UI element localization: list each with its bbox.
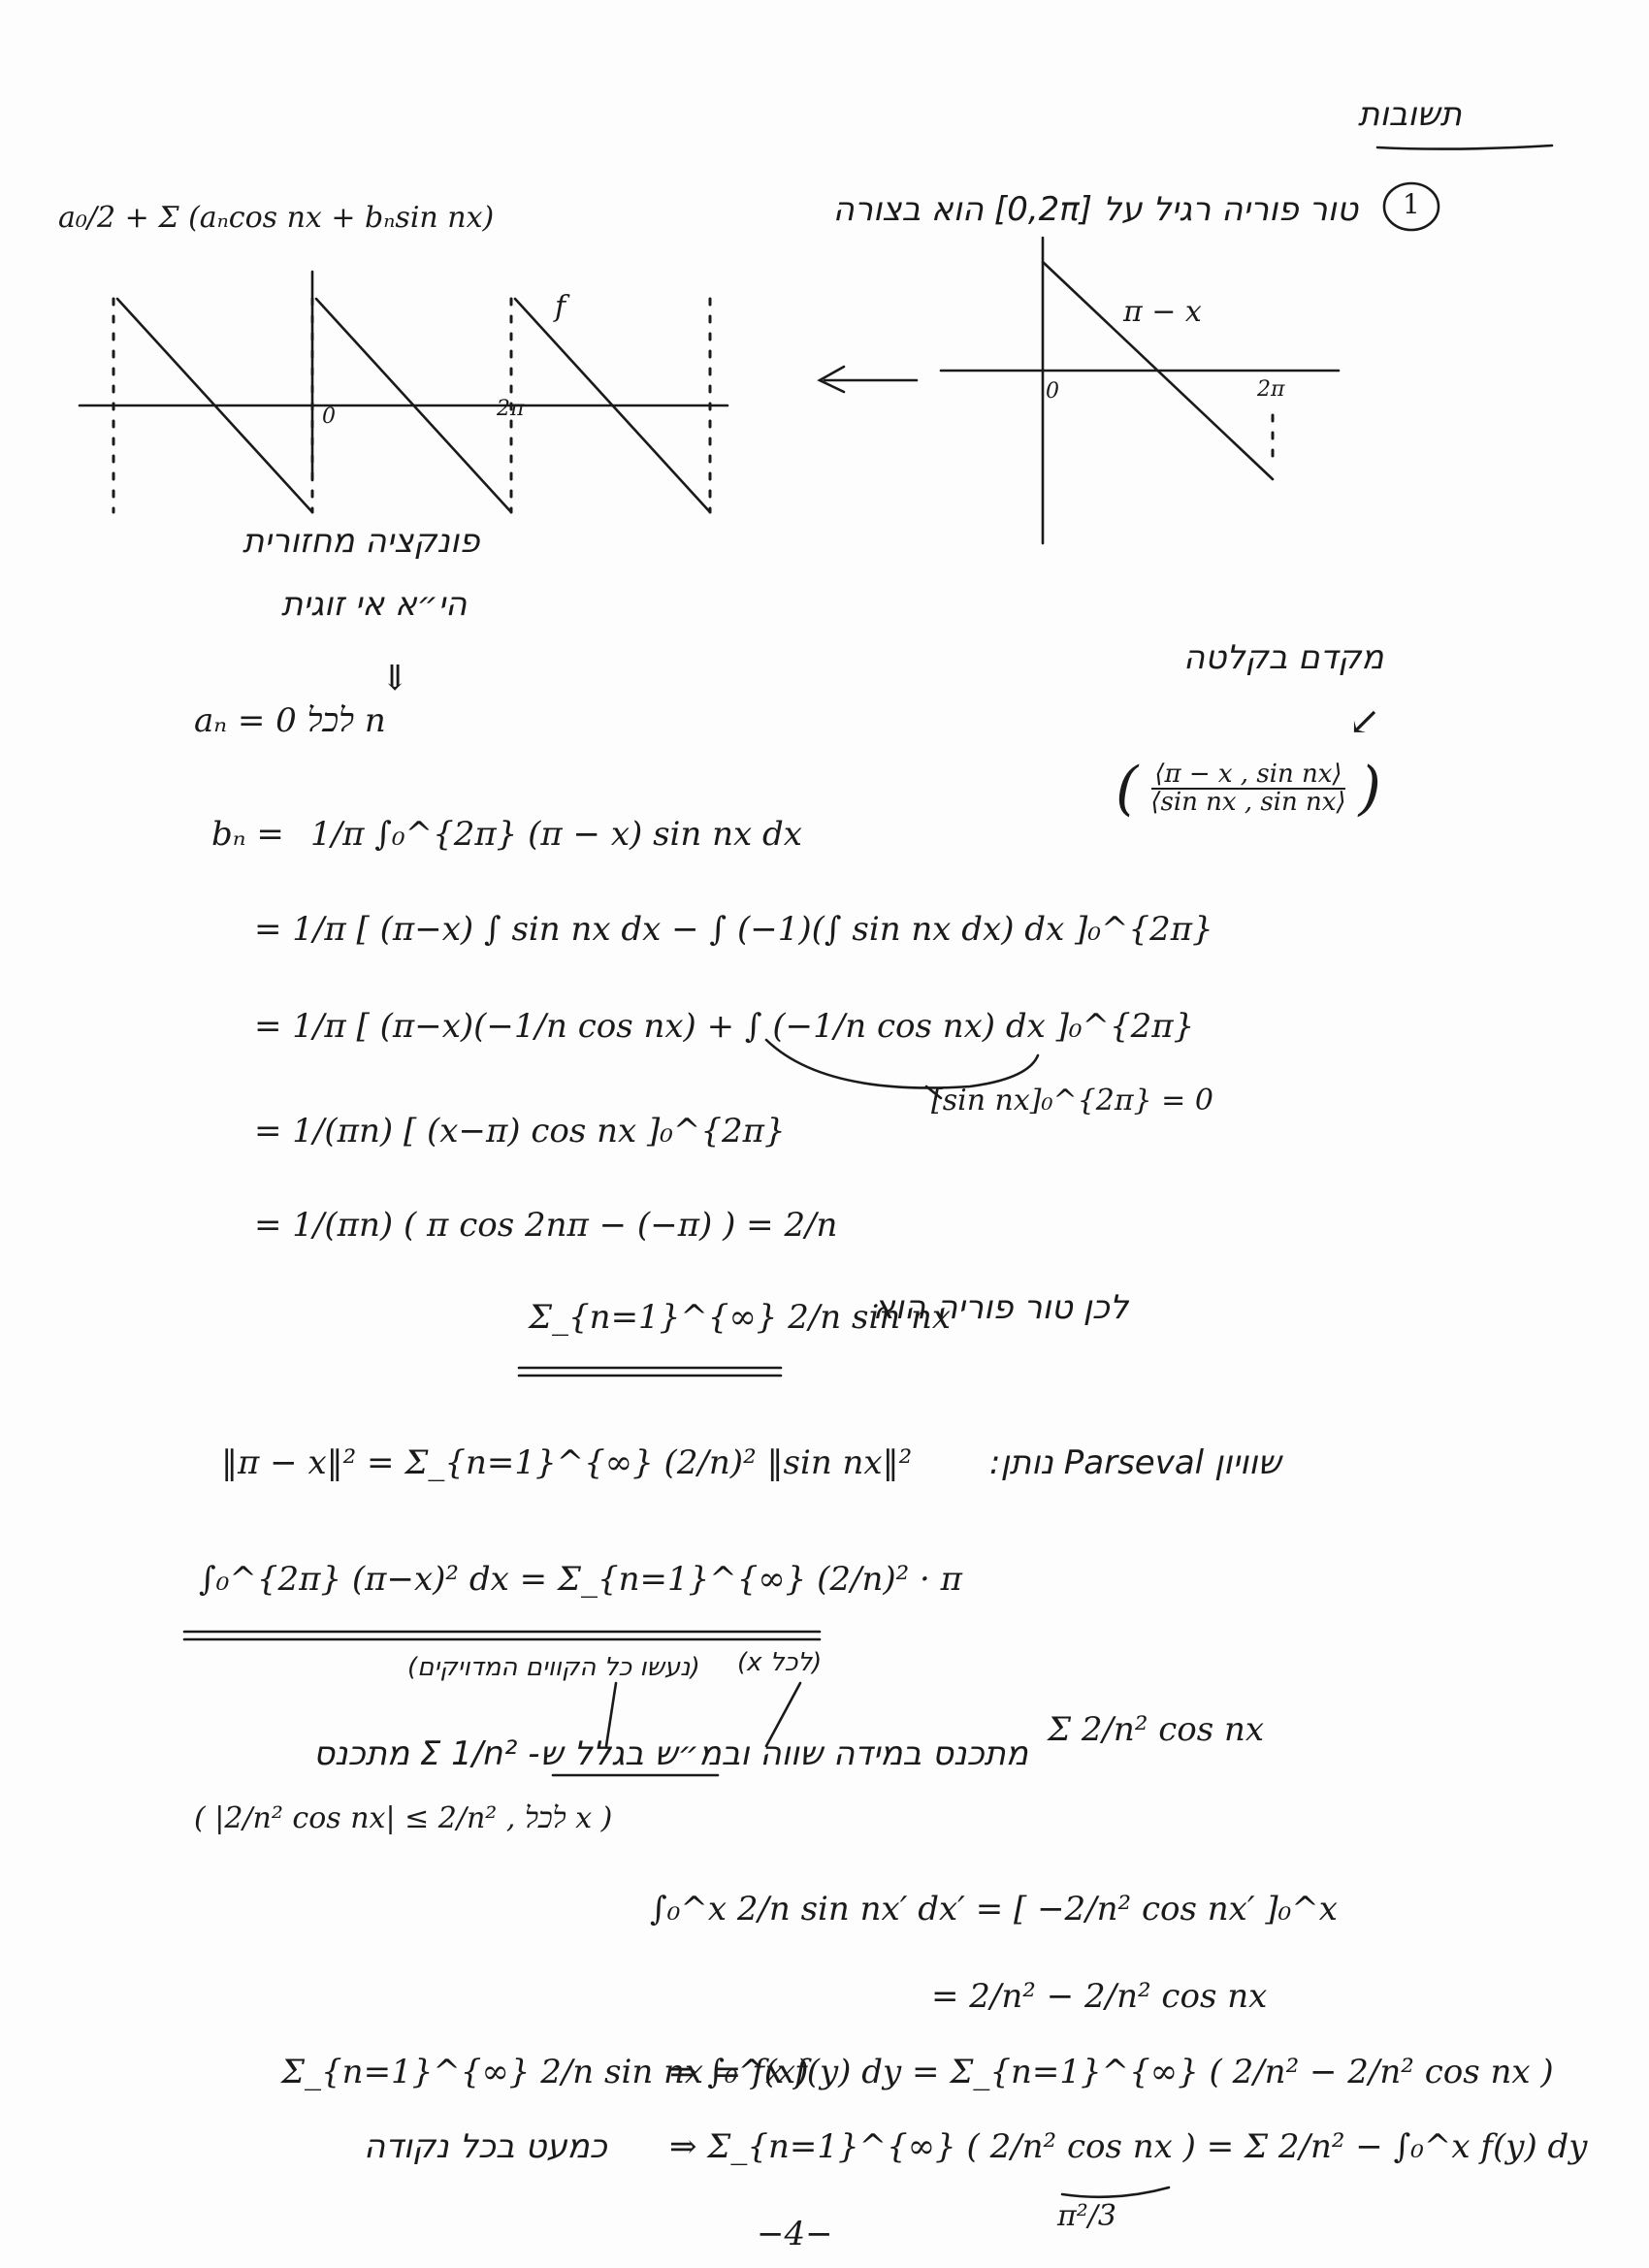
bn-line-4: = 1/(πn) [ (x−π) cos nx ]₀^{2π} bbox=[254, 1112, 786, 1150]
integration-line-2: = 2/n² − 2/n² cos nx bbox=[931, 1977, 1268, 2016]
bn-line-3: = 1/π [ (π−x)(−1/n cos nx) + ∫ (−1/n cos nx) dx ]₀^{2π} bbox=[254, 1007, 1195, 1046]
final-underbrace bbox=[1062, 2187, 1169, 2197]
side-note-numerator: ⟨π − x , sin nx⟩ bbox=[1151, 761, 1344, 790]
underbrace-curve bbox=[766, 1040, 1038, 1087]
integration-line-3-rhs: ⇒ ∫₀^x f(y) dy = Σ_{n=1}^{∞} ( 2/n² − 2/n² cos nx ) bbox=[669, 2053, 1554, 2091]
arrow-down: ⇓ bbox=[380, 659, 410, 698]
orig-function-label: π − x bbox=[1123, 295, 1202, 329]
side-note-arrow: ↙ bbox=[1348, 699, 1381, 744]
caption-odd: הי״א אי זוגית bbox=[281, 585, 468, 624]
periodic-end-label: 2π bbox=[497, 397, 525, 421]
integration-line-1: ∫₀^x 2/n sin nx′ dx′ = [ −2/n² cos nx′ ]₀^x bbox=[650, 1890, 1338, 1928]
bn-lhs: bₙ = bbox=[211, 815, 284, 854]
fourier-form: a₀/2 + Σ (aₙcos nx + bₙsin nx) bbox=[58, 201, 495, 235]
series-result-formula: Σ_{n=1}^{∞} 2/n sin nx bbox=[529, 1298, 952, 1337]
periodic-origin-label: 0 bbox=[322, 405, 336, 429]
section-title: תשובות bbox=[1358, 95, 1462, 134]
parseval-note-right: (לכל x) bbox=[737, 1648, 823, 1677]
periodic-graph bbox=[80, 272, 728, 512]
side-note-fraction: ( $\frac{\text{⟨π − x , sin nx⟩}}{\text{⟨sin nx , sin nx⟩}}$ ) bbox=[1116, 755, 1381, 823]
question-number: 1 bbox=[1403, 188, 1420, 220]
parseval-line-1: ‖π − x‖² = Σ_{n=1}^{∞} (2/n)² ‖sin nx‖² bbox=[221, 1443, 913, 1482]
periodic-function-label: f bbox=[555, 290, 566, 324]
side-note-label: מקדם בקלטה bbox=[1183, 638, 1384, 677]
orig-origin-label: 0 bbox=[1046, 379, 1059, 404]
convergence-series: Σ 2/n² cos nx bbox=[1048, 1710, 1265, 1749]
integration-line-3-lhs: Σ_{n=1}^{∞} 2/n sin nx = f(x) bbox=[281, 2053, 809, 2091]
title-underline bbox=[1377, 146, 1552, 149]
parseval-line-2: ∫₀^{2π} (π−x)² dx = Σ_{n=1}^{∞} (2/n)² · π bbox=[199, 1560, 963, 1599]
underbrace-value: π²/3 bbox=[1057, 2199, 1116, 2233]
convergence-line-1: מתכנס במידה שווה ובמ״ש בגלל ש- Σ 1/n² מתכנס bbox=[312, 1734, 1028, 1773]
an-line: aₙ = 0 לכל n bbox=[194, 701, 386, 740]
page-number: −4− bbox=[757, 2215, 833, 2253]
bn-line-3-note: [sin nx]₀^{2π} = 0 bbox=[931, 1084, 1213, 1118]
question-line: טור פוריה רגיל על [0,2π] הוא בצורה bbox=[832, 190, 1358, 229]
integration-line-4-label: כמעט בכל נקודה bbox=[364, 2127, 607, 2166]
integration-line-4: ⇒ Σ_{n=1}^{∞} ( 2/n² cos nx ) = Σ 2/n² − ∫₀^x f(y) dy bbox=[669, 2127, 1588, 2166]
side-note-denominator: ⟨sin nx , sin nx⟩ bbox=[1150, 788, 1346, 817]
parseval-note-left: (נעשו כל הקווים המדויקים) bbox=[407, 1653, 700, 1682]
convergence-line-2: ( |2/n² cos nx| ≤ 2/n² , לכל x ) bbox=[194, 1801, 613, 1835]
bn-line-2: = 1/π [ (π−x) ∫ sin nx dx − ∫ (−1)(∫ sin nx dx) dx ]₀^{2π} bbox=[254, 910, 1213, 949]
bn-line-1: 1/π ∫₀^{2π} (π − x) sin nx dx bbox=[310, 815, 802, 854]
orig-end-label: 2π bbox=[1257, 377, 1285, 402]
caption-periodic: פונקציה מחזורית bbox=[242, 522, 480, 561]
bn-line-5: = 1/(πn) ( π cos 2nπ − (−π) ) = 2/n bbox=[254, 1206, 838, 1245]
series-result-label: לכן טור פוריה הוא bbox=[873, 1288, 1129, 1327]
parseval-label: שוויון Parseval נותן: bbox=[989, 1443, 1281, 1482]
